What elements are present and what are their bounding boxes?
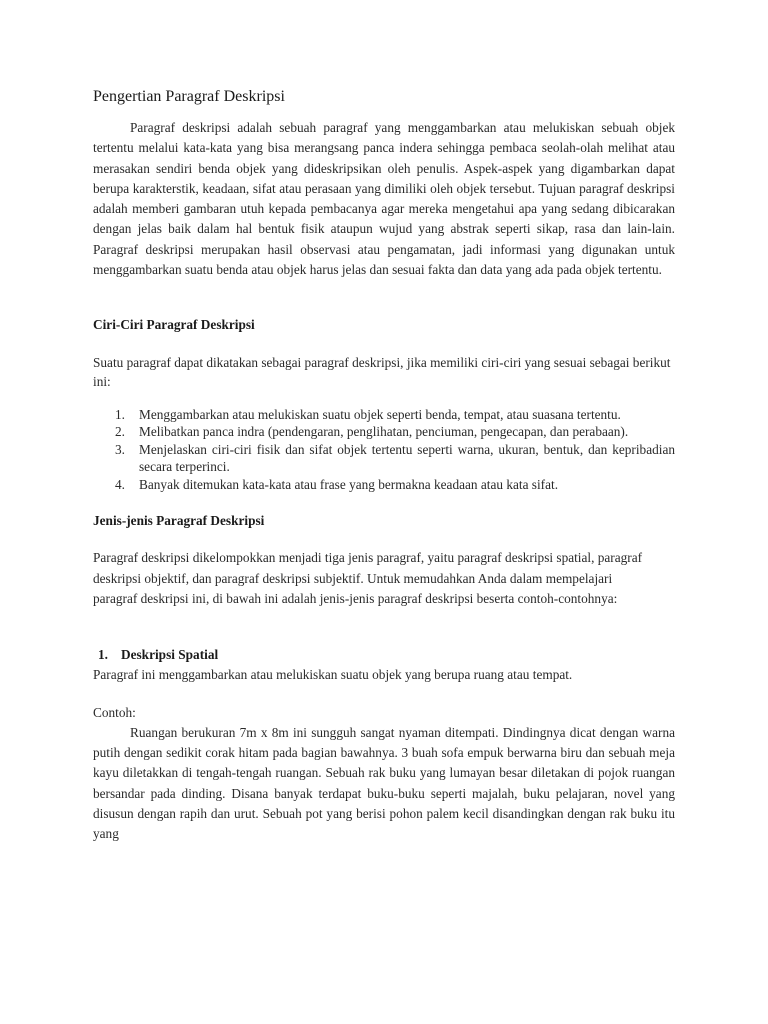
spatial-description: Paragraf ini menggambarkan atau melukiskan suatu objek yang berupa ruang atau tempat. <box>93 667 573 683</box>
ciri-list <box>93 406 675 494</box>
spatial-heading: 1. Deskripsi Spatial <box>98 646 219 662</box>
contoh-paragraph: Ruangan berukuran 7m x 8m ini sungguh sangat nyaman ditempati. Dindingnya dicat dengan warna putih dengan sedikit corak hitam pada bagian bawahnya. 3 buah sofa empuk berwarna biru dan sebuah meja kayu diletakkan di tengah-tengah ruangan. Sebuah rak buku yang lumayan besar diletakan di pojok ruangan bersandar pada dinding. Disana banyak terdapat buku-buku seperti majalah, buku pelajaran, novel yang disusun dengan rapih dan urut. Sebuah pot yang berisi pohon palem kecil disandingkan dengan rak buku itu yang <box>93 724 675 842</box>
ciri-heading: Ciri-Ciri Paragraf Deskripsi <box>93 317 255 333</box>
contoh-label: Contoh: <box>93 704 136 720</box>
ciri-intro-paragraph: Suatu paragraf dapat dikatakan sebagai paragraf deskripsi, jika memiliki ciri-ciri yang sesuai sebagai berikut ini: <box>93 354 671 390</box>
jenis-heading: Jenis-jenis Paragraf Deskripsi <box>93 513 265 529</box>
list-item: 1. Menggambarkan atau melukiskan suatu objek seperti benda, tempat, atau suasana tertentu. <box>115 406 621 422</box>
list-item: 4. Banyak ditemukan kata-kata atau frase yang bermakna keadaan atau kata sifat. <box>115 476 559 492</box>
list-item: 2. Melibatkan panca indra (pendengaran, penglihatan, penciuman, pengecapan, dan perabaan). <box>115 424 629 440</box>
jenis-intro-paragraph: Paragraf deskripsi dikelompokkan menjadi tiga jenis paragraf, yaitu paragraf deskripsi spatial, paragraf deskripsi objektif, dan paragraf deskripsi subjektif. Untuk memudahkan Anda dalam mempelajari paragraf deskripsi ini, di bawah ini adalah jenis-jenis paragraf deskripsi beserta contoh-contohnya: <box>93 550 643 607</box>
document-page <box>93 82 675 845</box>
list-item: 3. Menjelaskan ciri-ciri fisik dan sifat objek tertentu seperti warna, ukuran, bentuk, dan kepribadian secara terperinci. <box>115 441 675 475</box>
intro-paragraph: Paragraf deskripsi adalah sebuah paragraf yang menggambarkan atau melukiskan sebuah objek tertentu melalui kata-kata yang bisa merangsang panca indera sehingga pembaca seolah-olah melihat atau merasakan sendiri benda objek yang dideskripsikan oleh penulis. Aspek-aspek yang digambarkan dapat berupa karakterstik, keadaan, sifat atau perasaan yang dimiliki oleh objek tersebut. Tujuan paragraf deskripsi adalah memberi gambaran utuh kepada pembacanya agar mereka mengetahui apa yang sedang dibicarakan dengan jelas baik dalam hal bentuk fisik ataupun wujud yang abstrak seperti sikap, rasa dan lain-lain. Paragraf deskripsi merupakan hasil observasi atau pengamatan, jadi informasi yang digunakan untuk menggambarkan suatu benda atau objek harus jelas dan sesuai fakta dan data yang ada pada objek tertentu. <box>93 120 675 278</box>
page-title: Pengertian Paragraf Deskripsi <box>93 88 285 105</box>
